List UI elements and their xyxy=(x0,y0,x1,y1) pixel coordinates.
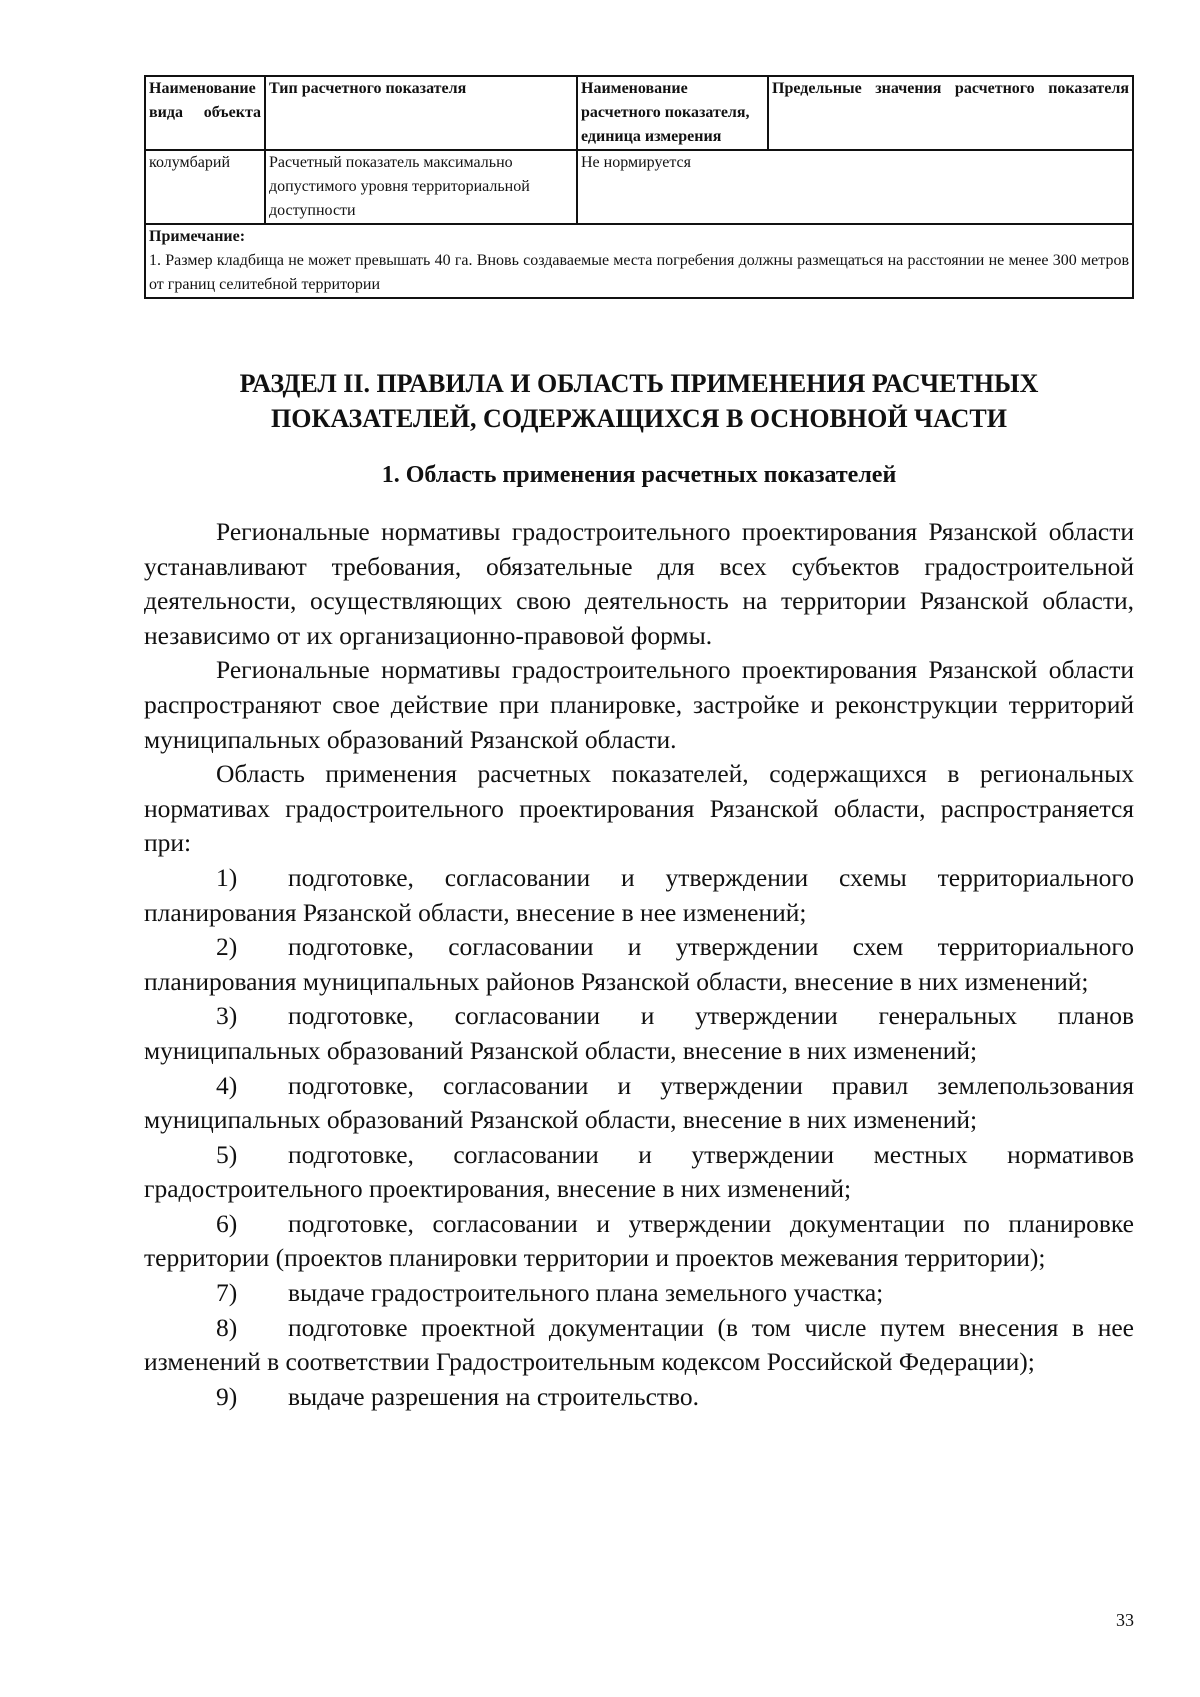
list-item xyxy=(144,861,1134,930)
list-item xyxy=(144,1380,1134,1415)
header-limit-values: Предельные значения расчетного показателя xyxy=(768,76,1133,150)
list-item-text: подготовке, согласовании и утверждении схем территориального планирования муниципальных районов Рязанской области, внесение в них изменений; xyxy=(144,932,1134,996)
table-row xyxy=(145,150,1133,224)
list-item-number: 7) xyxy=(216,1278,238,1308)
list-item-number: 5) xyxy=(216,1139,238,1169)
list-item xyxy=(144,1069,1134,1138)
paragraph: Региональные нормативы градостроительного проектирования Рязанской области устанавливают требования, обязательные для всех субъектов градостроительной деятельности, осуществляющих свою деятельность на территории Рязанской области, независимо от их организационно-правовой формы. xyxy=(144,517,1134,650)
table-note xyxy=(145,224,1133,298)
list-item-text: выдаче разрешения на строительство. xyxy=(288,1381,700,1411)
cell-value: Не нормируется xyxy=(577,150,1133,224)
list-item-text: подготовке проектной документации (в том числе путем внесения в нее изменений в соответствии Градостроительным кодексом Российской Федерации); xyxy=(144,1312,1134,1377)
list-item xyxy=(144,930,1134,999)
cell-type: Расчетный показатель максимально допустимого уровня территориальной доступности xyxy=(265,150,577,224)
note-text: 1. Размер кладбища не может превышать 40 га. Вновь создаваемые места погребения должны размещаться на расстоянии не менее 300 метров от границ селитебной территории xyxy=(149,252,1129,293)
list-item-number: 6) xyxy=(216,1208,238,1238)
list-item xyxy=(144,1207,1134,1276)
list-item-text: подготовке, согласовании и утверждении схемы территориального планирования Рязанской области, внесение в нее изменений; xyxy=(144,862,1134,927)
list-item-number: 3) xyxy=(216,1001,238,1031)
header-indicator-type: Тип расчетного показателя xyxy=(265,76,577,150)
body-text xyxy=(144,515,1134,1414)
list-item xyxy=(144,1311,1134,1380)
list-item-text: подготовке, согласовании и утверждении правил землепользования муниципальных образований Рязанской области, внесение в них изменений; xyxy=(144,1070,1134,1135)
page-number: 33 xyxy=(1116,1610,1134,1630)
header-indicator-name: Наименование расчетного показателя, единица измерения xyxy=(577,76,768,150)
header-object-type: Наименование вида объекта xyxy=(145,76,265,150)
list-item-text: подготовке, согласовании и утверждении документации по планировке территории (проектов планировки территории и проектов межевания территории); xyxy=(144,1208,1134,1273)
list-item xyxy=(144,1138,1134,1207)
list-item-text: подготовке, согласовании и утверждении генеральных планов муниципальных образований Рязанской области, внесение в них изменений; xyxy=(144,1001,1134,1065)
subsection-title: 1. Область применения расчетных показателей xyxy=(381,462,897,488)
list-item xyxy=(144,999,1134,1068)
list-item-number: 9) xyxy=(216,1381,238,1411)
section-title-line-2: ПОКАЗАТЕЛЕЙ, СОДЕРЖАЩИХСЯ В ОСНОВНОЙ ЧАСТИ xyxy=(271,404,1007,433)
cell-object: колумбарий xyxy=(145,150,265,224)
list-item-text: подготовке, согласовании и утверждении местных нормативов градостроительного проектирования, внесение в них изменений; xyxy=(144,1139,1134,1204)
note-title: Примечание: xyxy=(149,228,246,245)
list-item-number: 2) xyxy=(216,932,238,962)
section-title-line-1: РАЗДЕЛ II. ПРАВИЛА И ОБЛАСТЬ ПРИМЕНЕНИЯ РАСЧЕТНЫХ xyxy=(239,369,1039,398)
list-item xyxy=(144,1276,1134,1311)
list-item-text: выдаче градостроительного плана земельного участка; xyxy=(288,1278,884,1308)
list-item-number: 1) xyxy=(216,862,238,892)
table-header-row xyxy=(145,76,1133,150)
list-item-number: 8) xyxy=(216,1312,238,1342)
paragraph: Область применения расчетных показателей, содержащихся в региональных нормативах градостроительного проектирования Рязанской области, распространяется при: xyxy=(144,759,1134,858)
norms-table xyxy=(144,75,1134,299)
section-title xyxy=(144,366,1134,436)
table-note-row xyxy=(145,224,1133,298)
paragraph: Региональные нормативы градостроительного проектирования Рязанской области распространяют свое действие при планировке, застройке и реконструкции территорий муниципальных образований Рязанской области. xyxy=(144,655,1134,754)
list-item-number: 4) xyxy=(216,1070,238,1100)
